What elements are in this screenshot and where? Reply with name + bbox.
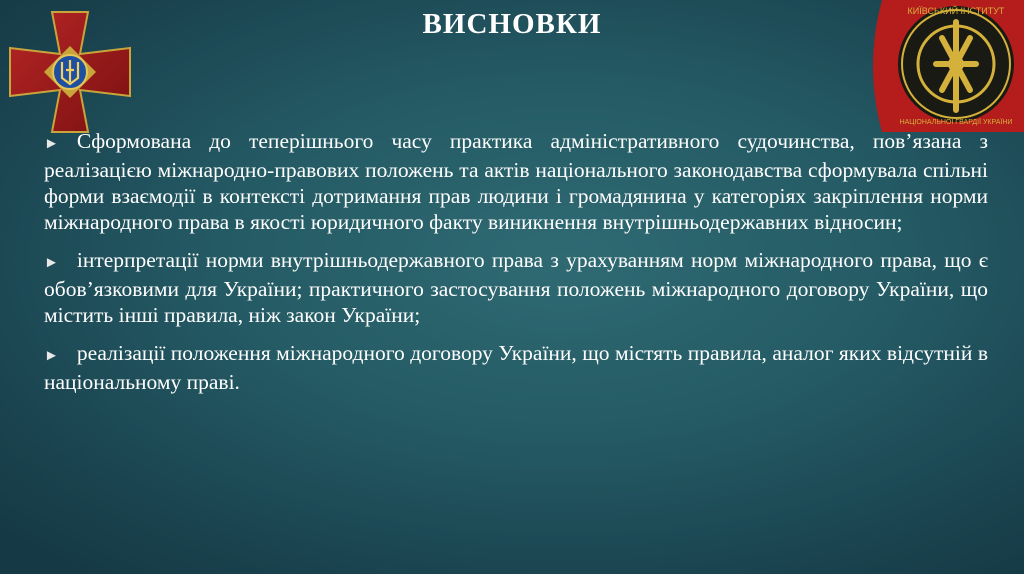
emblem-ring-text-bottom: НАЦІОНАЛЬНОЇ ГВАРДІЇ УКРАЇНИ [899,119,1013,126]
emblem-ring-text-top: КИЇВСЬКИЙ ІНСТИТУТ [907,6,1005,16]
bullet-arrow-icon: ► [44,255,59,271]
conclusion-text-2: інтерпретації норми внутрішньодержавного права з урахуванням норм міжнародного права, що є обов’язковими для України; практичного застосування положень міжнародного договору України, що містить інші правила, ніж закон України; [44,248,988,327]
bullet-arrow-icon: ► [44,136,59,152]
slide-title: ВИСНОВКИ [422,8,602,40]
bullet-arrow-icon: ► [44,348,59,364]
conclusions-list [44,128,988,407]
conclusion-item-3 [44,340,988,395]
institute-emblem-logo [862,0,1024,132]
conclusion-item-1 [44,128,988,235]
conclusion-text-3: реалізації положення міжнародного договору України, що містять правила, аналог яких відсутній в національному праві. [44,341,988,394]
conclusion-text-1: Сформована до теперішнього часу практика адміністративного судочинства, пов’язана з реалізацією міжнародно-правових положень та актів національного законодавства сформувала спільні форми взаємодії в контексті дотримання прав людини і громадянина у категоріях закріплення норми міжнародного права в якості юридичного факту виникнення внутрішньодержавних відносин; [44,129,988,234]
conclusion-item-2 [44,247,988,328]
